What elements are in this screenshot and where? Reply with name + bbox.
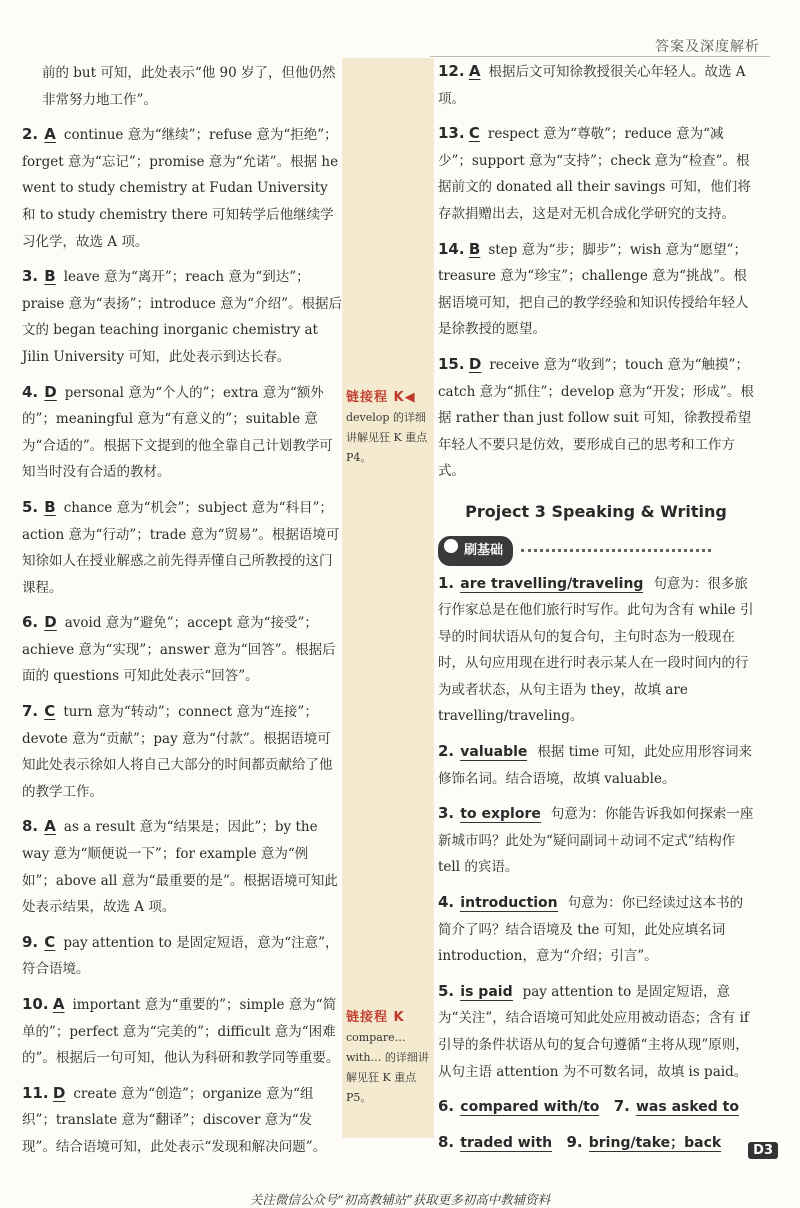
answer-item: 8. A as a result 意为“结果是；因此”；by the way 意为“顺便说一下”；for example 意为“例如”；above all 意为“最重要的是”。根据语境可知此处表示结果，故选 A 项。 (22, 817, 338, 916)
fill-item: 2. valuable 根据 time 可知，此处应用形容词来修饰名词。结合语境，故填 valuable。 (438, 742, 753, 787)
answer-item: 6. D avoid 意为“避免”；accept 意为“接受”；achieve 意为“实现”；answer 意为“回答”。根据后面的 questions 可知此处表示“回答”。 (22, 613, 336, 685)
side-note-column (342, 58, 434, 1138)
short-answer-row: 6. compared with/to 7. was asked to (438, 1097, 739, 1116)
answer-item: 前的 but 可知，此处表示“他 90 岁了，但他仍然非常努力地工作”。 (42, 65, 336, 108)
side-note-title: 链接程 K (346, 1010, 405, 1025)
footer-notice: 关注微信公众号“初高教辅站”获取更多初高中教辅资料 (249, 1192, 551, 1207)
dotted-divider (521, 549, 711, 552)
left-column (22, 60, 342, 1161)
answer-item: 2. A continue 意为“继续”；refuse 意为“拒绝”；forget 意为“忘记”；promise 意为“允诺”。根据 he went to study chemistry at Fudan University 和 to study chemistry there 可知转学后他继续学习化学，故选 A 项。 (22, 125, 339, 250)
answer-item: 4. D personal 意为“个人的”；extra 意为“额外的”；meaningful 意为“有意义的”；suitable 意为“合适的”。根据下文提到的他全靠自己计划教学可知当时没有合适的教材。 (22, 382, 333, 481)
side-note (346, 1008, 432, 1108)
side-note-text: develop 的详细讲解见狂 K 重点 P4。 (346, 411, 428, 464)
fill-item: 4. introduction 句意为：你已经读过这本书的简介了吗？结合语境及 the 可知，此处应填名词 introduction，意为“介绍；引言”。 (438, 893, 744, 965)
answer-item: 12. A 根据后文可知徐教授很关心年轻人。故选 A 项。 (438, 62, 746, 107)
answer-item: 15. D receive 意为“收到”；touch 意为“触摸”；catch 意为“抓住”；develop 意为“开发；形成”。根据 rather than just follow suit 可知，徐教授希望年轻人不要只是仿效，要形成自己的思考和工作方式。 (438, 354, 754, 480)
short-answer-row: 8. traded with 9. bring/take；back (438, 1132, 722, 1151)
right-column (438, 58, 754, 1156)
badge-icon (444, 539, 458, 553)
side-note-title: 链接程 K◀ (346, 390, 416, 405)
answer-item: 9. C pay attention to 是固定短语，意为“注意”，符合语境。 (22, 932, 339, 978)
fill-item: 1. are travelling/traveling 句意为：很多旅行作家总是在他们旅行时写作。此句为含有 while 引导的时间状语从句的复合句，主句时态为一般现在时，从句应用现在进行时表示某人在一段时间内的行为或者状态，从句主语为 they，故填 are travelling/traveling。 (438, 573, 754, 725)
answer-item: 10. A important 意为“重要的”；simple 意为“简单的”；perfect 意为“完美的”；difficult 意为“困难的”。根据后一句可知，他认为科研和教学同等重要。 (22, 995, 340, 1067)
answer-item: 5. B chance 意为“机会”；subject 意为“科目”；action 意为“行动”；trade 意为“贸易”。根据语境可知徐如人在授业解惑之前先得弄懂自己所教授的这门课程。 (22, 497, 340, 596)
section-title: Project 3 Speaking & Writing (465, 501, 727, 521)
header-rule (430, 56, 770, 57)
fill-item: 3. to explore 句意为：你能告诉我如何探索一座新城市吗？此处为“疑问副词＋动词不定式”结构作 tell 的宾语。 (438, 804, 754, 876)
practice-badge: 刷基础 (438, 536, 513, 567)
answer-item: 13. C respect 意为“尊敬”；reduce 意为“减少”；support 意为“支持”；check 意为“检查”。根据前文的 donated all their savings 可知，他们将存款捐赠出去，这是对无机合成化学研究的支持。 (438, 124, 751, 222)
fill-item: 5. is paid pay attention to 是固定短语，意为“关注”，结合语境可知此处应用被动语态；含有 if 引导的条件状语从句的复合句遵循“主将从现”原则，从句主语 attention 为不可数名词，故填 is paid。 (438, 981, 749, 1080)
badge-row (438, 536, 754, 564)
side-note-text: compare… with… 的详细讲解见狂 K 重点 P5。 (346, 1031, 429, 1104)
side-note (346, 388, 432, 468)
page-number: D3 (748, 1142, 778, 1159)
answer-item: 7. C turn 意为“转动”；connect 意为“连接”；devote 意为“贡献”；pay 意为“付款”。根据语境可知此处表示徐如人将自己大部分的时间都贡献给了他的教学工作。 (22, 702, 333, 800)
answer-item: 11. D create 意为“创造”；organize 意为“组织”；translate 意为“翻译”；discover 意为“发现”。结合语境可知，此处表示“发现和解决问题”。 (22, 1083, 327, 1155)
answer-item: 14. B step 意为“步；脚步”；wish 意为“愿望”；treasure 意为“珍宝”；challenge 意为“挑战”。根据语境可知，把自己的教学经验和知识传授给年轻人是徐教授的愿望。 (438, 239, 749, 338)
answer-item: 3. B leave 意为“离开”；reach 意为“到达”；praise 意为“表扬”；introduce 意为“介绍”。根据后文的 began teaching inorganic chemistry at Jilin University 可知，此处表示到达长春。 (22, 267, 342, 365)
section-header: 答案及深度解析 (655, 39, 760, 55)
